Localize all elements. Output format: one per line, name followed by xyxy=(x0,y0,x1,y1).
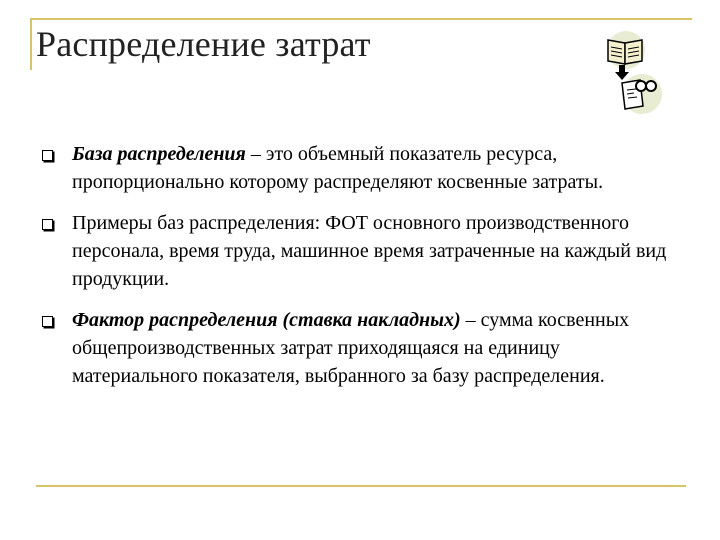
slide-title: Распределение затрат xyxy=(36,24,371,64)
square-bullet-icon xyxy=(42,219,53,230)
list-item xyxy=(40,209,680,293)
square-bullet-icon xyxy=(42,316,53,327)
examples-text: Примеры баз распределения: ФОТ основного производственного персонала, время труда, машинное время затраченные на каждый вид продукции. xyxy=(72,212,667,290)
square-bullet-icon xyxy=(42,150,53,161)
bullet-list xyxy=(40,140,680,403)
bottom-divider xyxy=(36,485,686,487)
term-base: База распределения xyxy=(72,143,246,165)
book-to-document-icon xyxy=(598,28,668,118)
definition-text: – сумма косвенных общепроизводственных затрат приходящаяся на единицу материального показателя, выбранного за базу распределения. xyxy=(72,309,630,387)
list-item xyxy=(40,140,680,196)
definition-text: – это объемный показатель ресурса, пропорционально которому распределяют косвенные затраты. xyxy=(72,143,604,193)
list-item xyxy=(40,306,680,390)
term-factor: Фактор распределения (ставка накладных) xyxy=(72,309,461,331)
